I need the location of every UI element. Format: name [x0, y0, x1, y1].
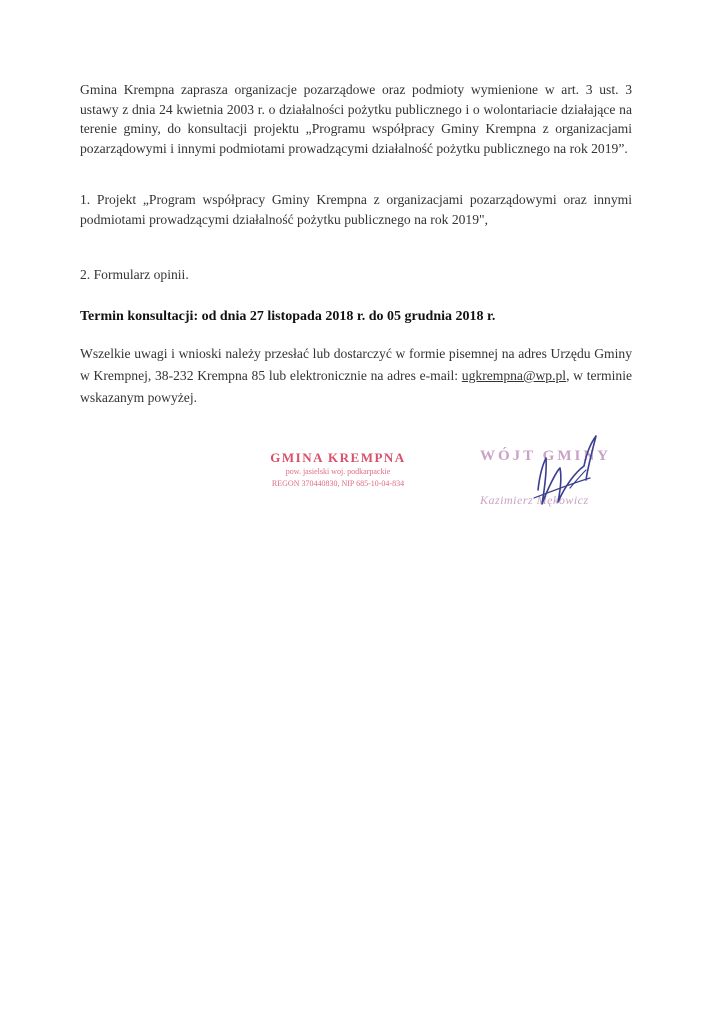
mayor-office-title: WÓJT GMINY [480, 448, 611, 464]
stamp-title: GMINA KREMPNA [270, 450, 406, 465]
list-item-program-project: 1. Projekt „Program współpracy Gminy Krempna z organizacjami pozarządowymi oraz innymi podmiotami prowadzącymi działalność pożytku publicznego na rok 2019", [80, 192, 632, 227]
remarks-text: Wszelkie uwagi i wnioski należy przesłać lub dostarczyć w formie pisemnej na adres Urzędu Gminy w Krempnej, 38-232 Krempna 85 lub elektronicznie na adres e-mail: [80, 346, 632, 383]
consultation-term: Termin konsultacji: od dnia 27 listopada 2018 r. do 05 grudnia 2018 r. [80, 309, 496, 324]
email-link[interactable]: ugkrempna@wp.pl [461, 368, 567, 383]
remarks-tail: , w terminie wskazanym powyżej. [80, 368, 633, 405]
stamp-regon-line: REGON 370440830, NIP 685-10-04-834 [271, 479, 405, 488]
remarks-paragraph [80, 343, 632, 409]
handwritten-signature [520, 432, 610, 522]
mayor-name: Kazimierz Mękowicz [480, 493, 589, 507]
list-item-opinion-form: 2. Formularz opinii. [80, 267, 189, 282]
stamp-location-line: pow. jasielski woj. podkarpackie [285, 467, 391, 476]
intro-paragraph: Gmina Krempna zaprasza organizacje pozarządowe oraz podmioty wymienione w art. 3 ust. 3 ustawy z dnia 24 kwietnia 2003 r. o działalności pożytku publicznego i o wolontariacie działające na terenie gminy, do konsultacji projektu „Programu współpracy Gminy Krempna z organizacjami pozarządowymi i innymi podmiotami prowadzącymi działalność pożytku publicznego na rok 2019”. [80, 82, 632, 156]
municipality-stamp [238, 450, 438, 490]
